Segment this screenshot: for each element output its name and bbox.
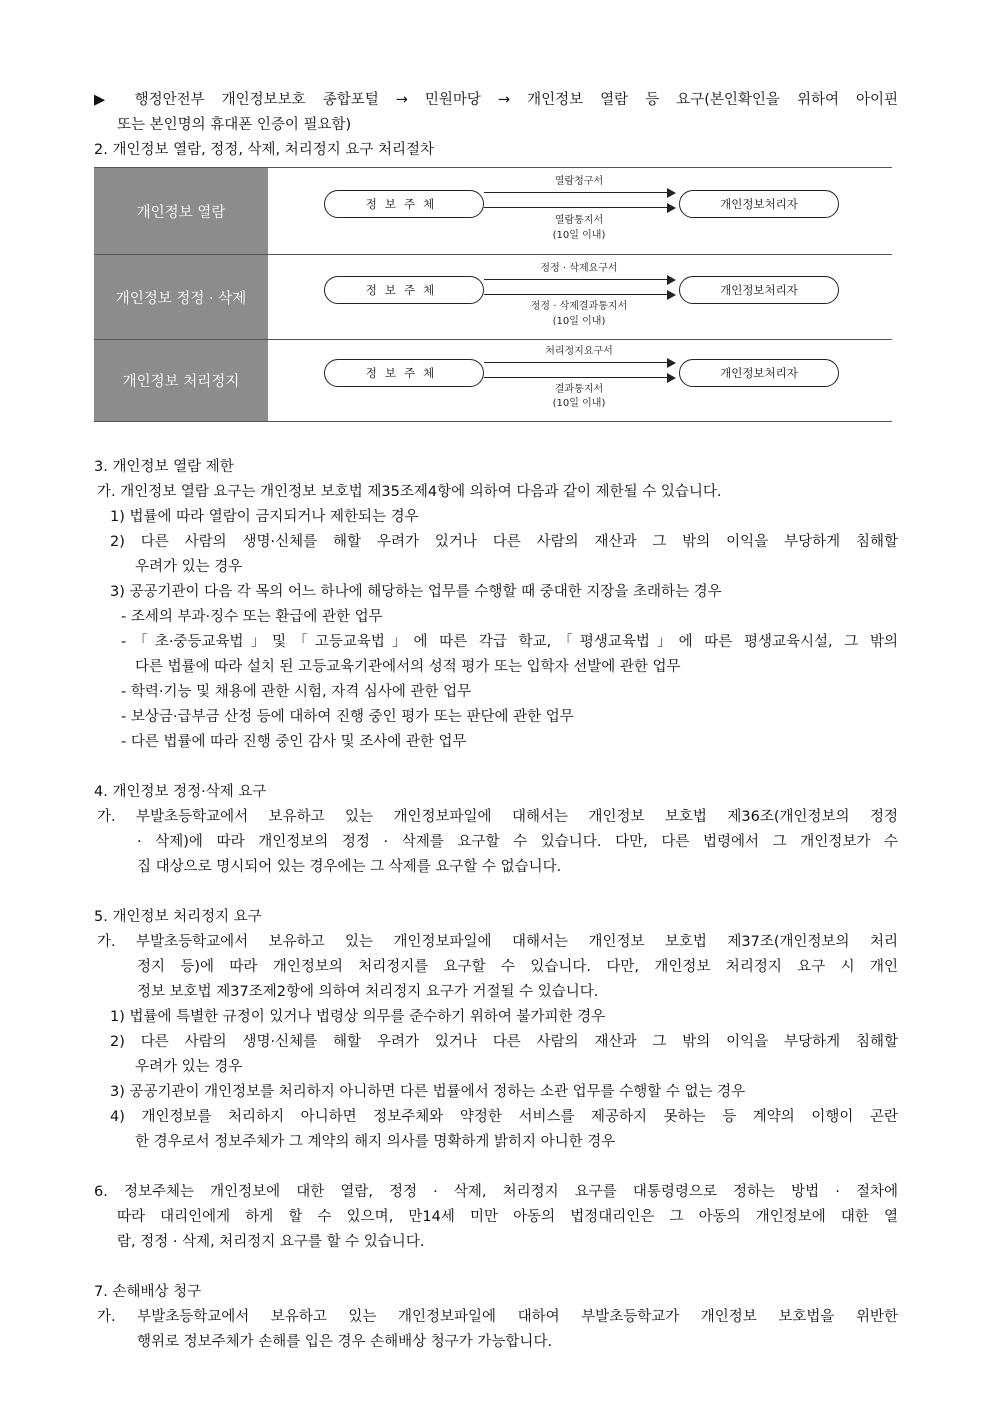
request-label: 정정 · 삭제요구서 (540, 263, 618, 274)
section5-item-2-cont: 우려가 있는 경우 (135, 1059, 243, 1075)
process-row-suspend (94, 340, 892, 421)
section3-item-1: 1) 법률에 따라 열람이 금지되거나 제한되는 경우 (110, 509, 419, 525)
handler-box: 개인정보처리자 (679, 190, 839, 218)
section6-line-2: 따라 대리인에게 하게 할 수 있으며, 만14세 미만 아동의 법정대리인은 그 아동의 개인정보에 대한 열 (117, 1209, 898, 1225)
subject-box: 정보주체 (324, 190, 484, 218)
subject-box: 정보주체 (324, 359, 484, 387)
section4-item-ga-cont1: · 삭제)에 따라 개인정보의 정정 · 삭제를 요구할 수 있습니다. 다만, 다른 법령에서 그 개인정보가 수 (137, 834, 898, 850)
section6-line-3: 람, 정정 · 삭제, 처리정지 요구를 할 수 있습니다. (117, 1234, 425, 1250)
request-label: 열람청구서 (554, 176, 604, 187)
section5-item-ga: 가. 부발초등학교에서 보유하고 있는 개인정보파일에 대해서는 개인정보 보호법 제37조(개인정보의 처리 (97, 934, 898, 950)
document-page (94, 88, 898, 1355)
response-label: 열람통지서 (554, 215, 604, 226)
section3-item-ga: 가. 개인정보 열람 요구는 개인정보 보호법 제35조제4항에 의하여 다음과 같이 제한될 수 있습니다. (97, 484, 722, 500)
section3-dash-3: - 학력·기능 및 채용에 관한 시험, 자격 심사에 관한 업무 (121, 684, 472, 700)
subject-box: 정보주체 (324, 276, 484, 304)
section5-item-4: 4) 개인정보를 처리하지 아니하면 정보주체와 약정한 서비스를 제공하지 못하는 등 계약의 이행이 곤란 (110, 1109, 898, 1125)
section5-item-1: 1) 법률에 특별한 규정이 있거나 법령상 의무를 준수하기 위하여 불가피한 경우 (110, 1009, 606, 1025)
request-arrow-icon (484, 192, 674, 193)
response-label: 정정 · 삭제결과통지서 (530, 301, 628, 312)
process-row-view (94, 168, 892, 254)
section3-item-3: 3) 공공기관이 다음 각 목의 어느 하나에 해당하는 업무를 수행할 때 중대한 지장을 초래하는 경우 (110, 584, 722, 600)
intro-line-1 (94, 88, 898, 113)
section3-item-2: 2) 다른 사람의 생명·신체를 해할 우려가 있거나 다른 사람의 재산과 그 밖의 이익을 부당하게 침해할 (110, 534, 898, 550)
process-row-label: 개인정보 처리정지 (94, 340, 268, 421)
response-arrow-icon (484, 294, 674, 295)
section3-dash-4: - 보상금·급부금 산정 등에 대하여 진행 중인 평가 또는 판단에 관한 업무 (121, 709, 574, 725)
response-deadline: (10일 이내) (552, 230, 606, 241)
section3-heading: 3. 개인정보 열람 제한 (94, 459, 234, 475)
section5-item-ga-cont1: 정지 등)에 따라 개인정보의 처리정지를 요구할 수 있습니다. 다만, 개인정보 처리정지 요구 시 개인 (137, 959, 898, 975)
section5-item-4-cont: 한 경우로서 정보주체가 그 계약의 해지 의사를 명확하게 밝히지 아니한 경우 (135, 1134, 616, 1150)
response-deadline: (10일 이내) (552, 316, 606, 327)
bullet-triangle-icon: ▶ (94, 92, 118, 108)
section3-item-2-cont: 우려가 있는 경우 (135, 559, 243, 575)
process-row-label: 개인정보 정정 · 삭제 (94, 255, 268, 339)
section3-dash-5: - 다른 법률에 따라 진행 중인 감사 및 조사에 관한 업무 (121, 734, 467, 750)
section4-item-ga-cont2: 집 대상으로 명시되어 있는 경우에는 그 삭제를 요구할 수 없습니다. (137, 859, 562, 875)
section3-dash-2: -「초·중등교육법」및「고등교육법」에 따른 각급 학교,「평생교육법」에 따른 평생교육시설, 그 밖의 (121, 634, 898, 650)
handler-box: 개인정보처리자 (679, 276, 839, 304)
handler-box: 개인정보처리자 (679, 359, 839, 387)
section7-item-ga: 가. 부발초등학교에서 보유하고 있는 개인정보파일에 대하여 부발초등학교가 개인정보 보호법을 위반한 (97, 1309, 898, 1325)
process-row-label: 개인정보 열람 (94, 168, 268, 254)
section3-dash-1: - 조세의 부과·징수 또는 환급에 관한 업무 (121, 609, 383, 625)
section4-item-ga: 가. 부발초등학교에서 보유하고 있는 개인정보파일에 대해서는 개인정보 보호법 제36조(개인정보의 정정 (97, 809, 898, 825)
process-row-correct-delete (94, 255, 892, 339)
section3-dash-2-cont: 다른 법률에 따라 설치 된 고등교육기관에서의 성적 평가 또는 입학자 선발에 관한 업무 (135, 659, 681, 675)
intro-line-2: 또는 본인명의 휴대폰 인증이 필요함) (117, 117, 352, 133)
request-arrow-icon (484, 279, 674, 280)
process-table (94, 167, 892, 422)
section5-item-3: 3) 공공기관이 개인정보를 처리하지 아니하면 다른 법률에서 정하는 소관 업무를 수행할 수 없는 경우 (110, 1084, 746, 1100)
section7-item-ga-cont: 행위로 정보주체가 손해를 입은 경우 손해배상 청구가 가능합니다. (137, 1334, 553, 1350)
section7-heading: 7. 손해배상 청구 (94, 1284, 202, 1300)
section5-heading: 5. 개인정보 처리정지 요구 (94, 909, 262, 925)
response-arrow-icon (484, 207, 674, 208)
section6-line-1: 6. 정보주체는 개인정보에 대한 열람, 정정 · 삭제, 처리정지 요구를 대통령령으로 정하는 방법 · 절차에 (94, 1184, 898, 1200)
section5-item-ga-cont2: 정보 보호법 제37조제2항에 의하여 처리정지 요구가 거절될 수 있습니다. (137, 984, 599, 1000)
request-label: 처리정지요구서 (545, 346, 613, 357)
response-deadline: (10일 이내) (552, 398, 606, 409)
response-arrow-icon (484, 377, 674, 378)
intro-text-1: 행정안전부 개인정보보호 종합포털 → 민원마당 → 개인정보 열람 등 요구(본인확인을 위하여 아이핀 (134, 92, 899, 108)
section2-heading: 2. 개인정보 열람, 정정, 삭제, 처리정지 요구 처리절차 (94, 142, 435, 158)
request-arrow-icon (484, 362, 674, 363)
section4-heading: 4. 개인정보 정정·삭제 요구 (94, 784, 267, 800)
response-label: 결과통지서 (554, 384, 604, 395)
section5-item-2: 2) 다른 사람의 생명·신체를 해할 우려가 있거나 다른 사람의 재산과 그 밖의 이익을 부당하게 침해할 (110, 1034, 898, 1050)
